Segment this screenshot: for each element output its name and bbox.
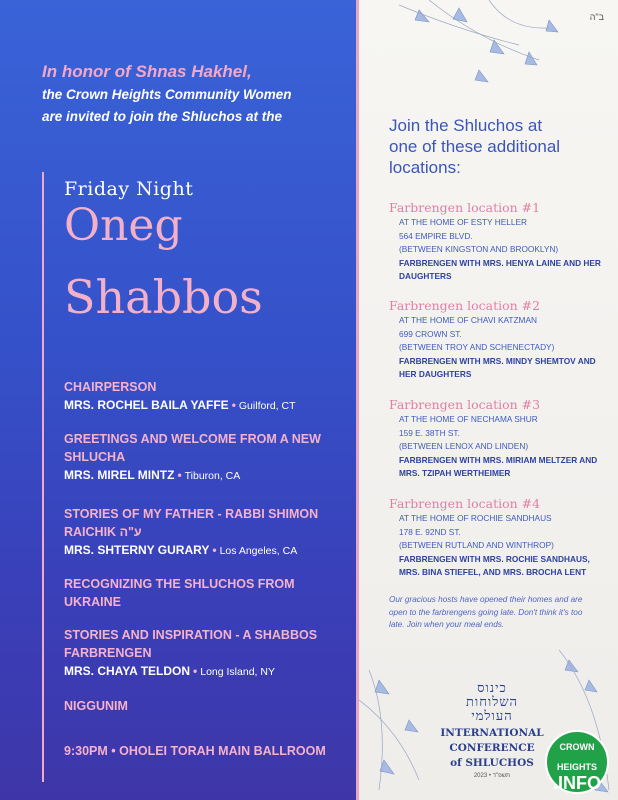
right-panel [359, 0, 618, 800]
friday-night-label: Friday Night [64, 178, 194, 200]
location-title: Farbrengen location #4 [389, 496, 541, 511]
location-title: Farbrengen location #3 [389, 397, 541, 412]
flower-decoration-icon [399, 0, 579, 100]
speaker-place: Guilford, CT [238, 400, 296, 412]
intro-line-1: In honor of Shnas Hakhel, [42, 62, 252, 81]
program-item: CHAIRPERSON MRS. ROCHEL BAILA YAFFE • Guilford, CT [64, 378, 344, 415]
location-block: Farbrengen location #4 AT THE HOME OF ROCHIE SANDHAUS 178 E. 92ND ST. (BETWEEN RUTLAND AND WINTHROP) FARBRENGEN WITH MRS. ROCHIE SANDHAUS, MRS. BINA STIEFEL, AND MRS. BROCHA LENT [389, 496, 609, 580]
program-heading: STORIES AND INSPIRATION - A SHABBOS [64, 628, 318, 642]
program-item: STORIES OF MY FATHER - RABBI SHIMON RAICHIK ע"ה MRS. SHTERNY GURARY • Los Angeles, CA [64, 505, 344, 560]
program-heading-2: RAICHIK ע"ה [64, 525, 142, 539]
program-item: STORIES AND INSPIRATION - A SHABBOS FARBRENGEN MRS. CHAYA TELDON • Long Island, NY [64, 626, 344, 681]
program-heading: NIGGUNIM [64, 699, 128, 713]
program-heading: GREETINGS AND WELCOME FROM A NEW [64, 432, 321, 446]
title-shabbos: Shabbos [64, 270, 263, 324]
speaker-name: MRS. CHAYA TELDON [64, 664, 191, 678]
flower-decoration-icon [359, 660, 449, 800]
speaker-name: MRS. SHTERNY GURARY [64, 543, 210, 557]
program-heading: STORIES OF MY FATHER - RABBI SHIMON [64, 507, 319, 521]
speaker-place: Long Island, NY [200, 666, 275, 678]
location-block: Farbrengen location #3 AT THE HOME OF NECHAMA SHUR 159 E. 38TH ST. (BETWEEN LENOX AND LINDEN) FARBRENGEN WITH MRS. MIRIAM MELTZER AND MRS. TZIPAH WERTHEIMER [389, 397, 609, 481]
event-time-location: 9:30PM • OHOLEI TORAH MAIN BALLROOM [64, 744, 326, 758]
note-text: Our gracious hosts have opened their homes and are open to the farbrengens going late. Don't think it's too late. Join when your meal ends. [389, 595, 583, 629]
crownheights-info-badge[interactable]: CROWN HEIGHTS .INFO [545, 730, 609, 794]
join-heading: Join the Shluchos at one of these additional locations: [389, 116, 561, 177]
program-item [64, 697, 344, 715]
title-oneg: Oneg [64, 200, 183, 251]
program-heading-2: UKRAINE [64, 595, 121, 609]
intro-line-3: are invited to join the Shluchos at the [42, 109, 283, 124]
intro [42, 60, 342, 128]
speaker-name: MRS. ROCHEL BAILA YAFFE [64, 398, 229, 412]
program-item: GREETINGS AND WELCOME FROM A NEW SHLUCHA MRS. MIREL MINTZ • Tiburon, CA [64, 430, 344, 485]
speaker-name: MRS. MIREL MINTZ [64, 468, 175, 482]
program-heading: RECOGNIZING THE SHLUCHOS FROM [64, 577, 295, 591]
program-heading-2: SHLUCHA [64, 450, 126, 464]
program-item [64, 575, 344, 611]
bh-mark: ב"ה [589, 12, 604, 22]
location-block: Farbrengen location #2 AT THE HOME OF CHAVI KATZMAN 699 CROWN ST. (BETWEEN TROY AND SCHENECTADY) FARBRENGEN WITH MRS. MINDY SHEMTOV AND HER DAUGHTERS [389, 298, 609, 382]
program-heading-2: FARBRENGEN [64, 646, 152, 660]
speaker-place: Los Angeles, CA [219, 545, 298, 557]
program-heading: CHAIRPERSON [64, 380, 157, 394]
accent-bar [42, 172, 44, 782]
intro-line-2: the Crown Heights Community Women [42, 87, 292, 102]
location-title: Farbrengen location #2 [389, 298, 541, 313]
location-title: Farbrengen location #1 [389, 200, 541, 215]
location-block: Farbrengen location #1 AT THE HOME OF ESTY HELLER 564 EMPIRE BLVD. (BETWEEN KINGSTON AND BROOKLYN) FARBRENGEN WITH MRS. HENYA LAINE AND HER DAUGHTERS [389, 200, 609, 284]
speaker-place: Tiburon, CA [184, 470, 241, 482]
conference-logo: כינוס השלוחות העולמי INTERNATIONAL CONFERENCE of SHLUCHOS 2023 • תשפ"ד [440, 681, 544, 779]
